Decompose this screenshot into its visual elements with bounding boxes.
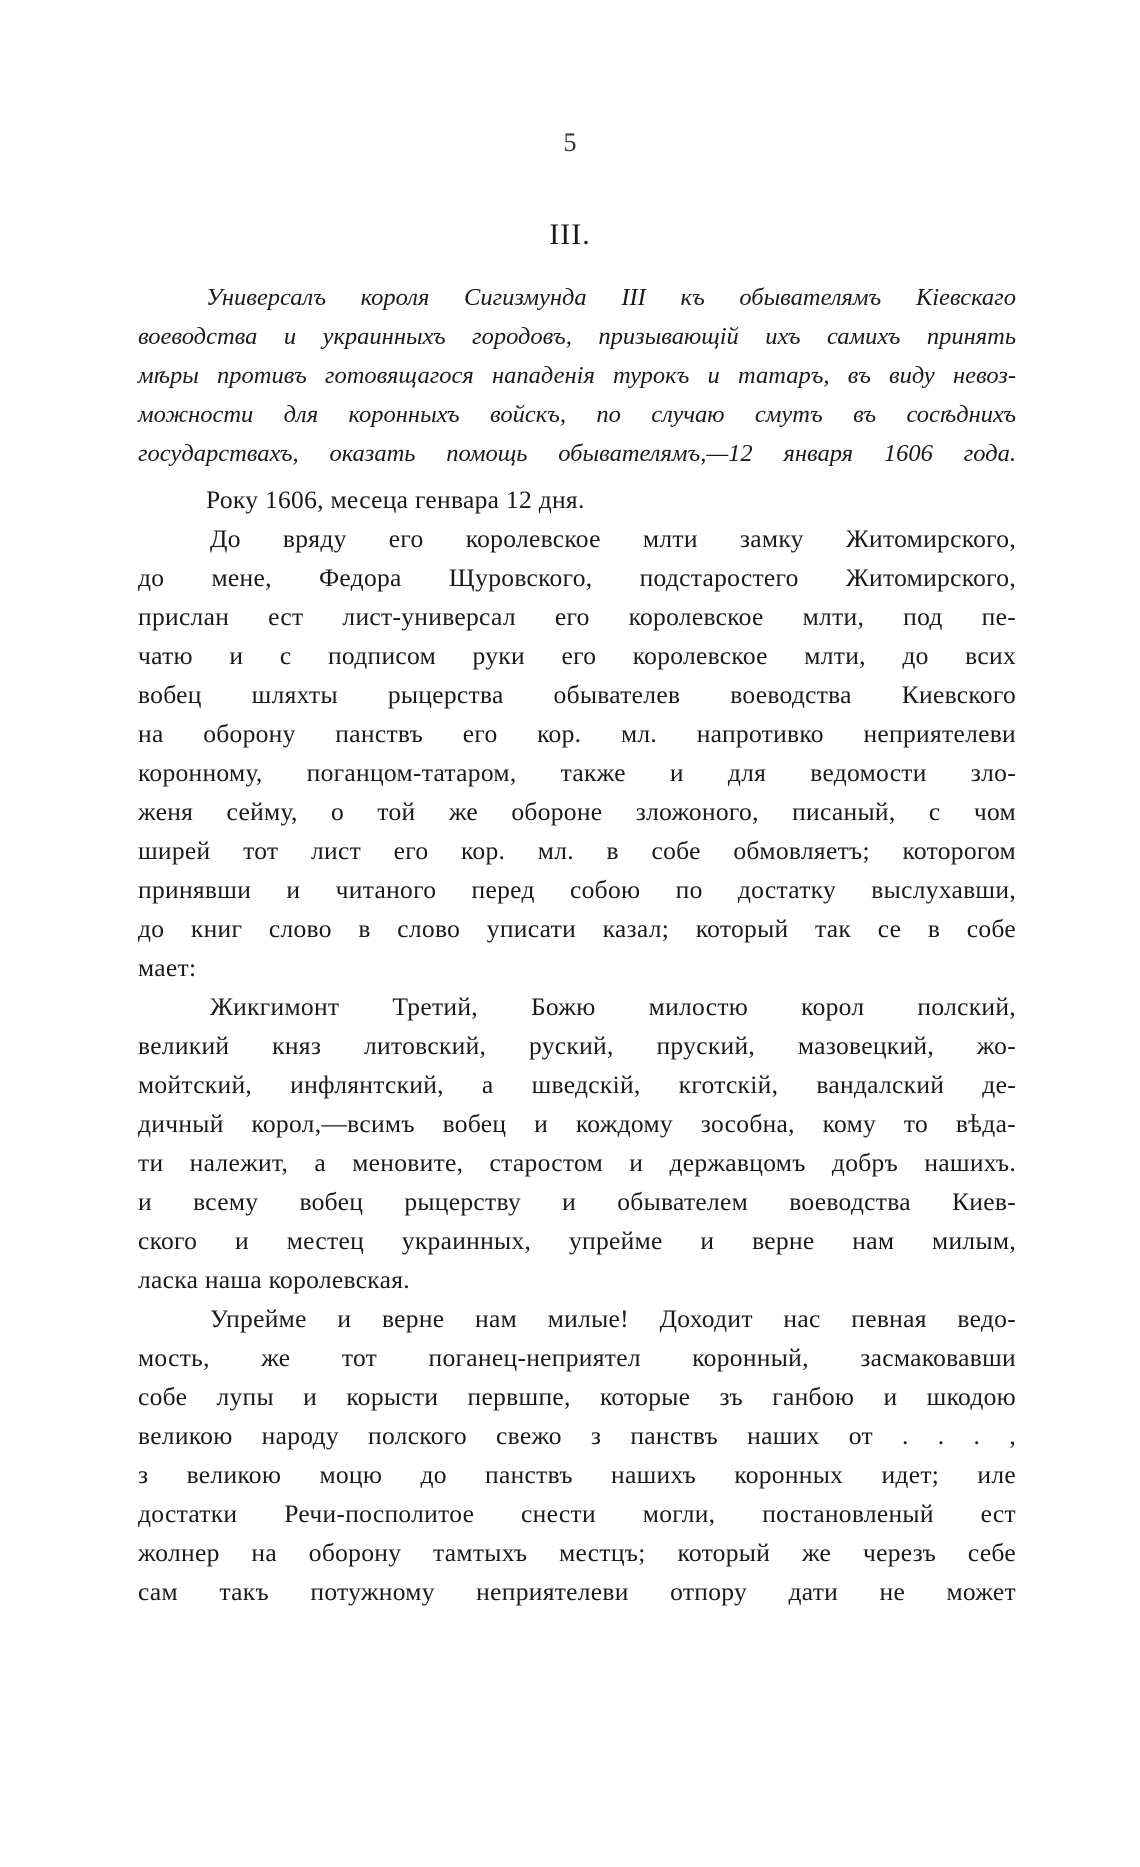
paragraph-2-line: ского и местец украинных, упрейме и верне нам милым, bbox=[138, 1226, 1016, 1255]
summary-line: воеводства и украинныхъ городовъ, призывающій ихъ самихъ принять bbox=[138, 323, 1016, 350]
paragraph-3-line: мость, же тот поганец-неприятел коронный, засмаковавши bbox=[138, 1343, 1016, 1372]
summary-line: мѣры противъ готовящагося нападенія турокъ и татаръ, въ виду невоз- bbox=[138, 362, 1016, 389]
paragraph-1-line: До вряду его королевское млти замку Житомирского, bbox=[210, 524, 1016, 553]
paragraph-1-line: принявши и читаного перед собою по достатку выслухавши, bbox=[138, 875, 1016, 904]
paragraph-1-line: чатю и с подписом руки его королевское млти, до всих bbox=[138, 641, 1016, 670]
paragraph-2-line: ти належит, а меновите, старостом и державцомъ добръ нашихъ. bbox=[138, 1148, 1016, 1177]
date-line: Року 1606, месеца генвара 12 дня. bbox=[206, 485, 585, 514]
paragraph-1-line: прислан ест лист-универсал его королевское млти, под пе- bbox=[138, 602, 1016, 631]
paragraph-3-line: достатки Речи-посполитое снести могли, постановленый ест bbox=[138, 1499, 1016, 1528]
paragraph-1-line: до книг слово в слово уписати казал; который так се в собе bbox=[138, 914, 1016, 943]
document-body bbox=[138, 480, 1016, 1611]
summary-line: государствахъ, оказать помощь обывателямъ,—12 января 1606 года. bbox=[138, 440, 1016, 467]
summary-line: Универсалъ короля Сигизмунда III къ обывателямъ Кіевскаго bbox=[206, 284, 1016, 311]
paragraph-3-line: Упрейме и верне нам милые! Доходит нас певная ведо- bbox=[210, 1304, 1016, 1333]
paragraph-1-line: до мене, Федора Щуровского, подстаростего Житомирского, bbox=[138, 563, 1016, 592]
paragraph-2-line: ласка наша королевская. bbox=[138, 1265, 410, 1294]
paragraph-3-line: собе лупы и корысти первшпе, которые зъ ганбою и шкодою bbox=[138, 1382, 1016, 1411]
paragraph-3-line: сам такъ потужному неприятелеви отпору дати не может bbox=[138, 1577, 1016, 1606]
paragraph-1-line: вобец шляхты рыцерства обывателев воеводства Киевского bbox=[138, 680, 1016, 709]
paragraph-3-line: жолнер на оборону тамтыхъ местцъ; который же черезъ себе bbox=[138, 1538, 1016, 1567]
paragraph-2-line: и всему вобец рыцерству и обывателем воеводства Киев- bbox=[138, 1187, 1016, 1216]
paragraph-2-line: Жикгимонт Третий, Божю милостю корол полский, bbox=[210, 992, 1016, 1021]
paragraph-3-line: з великою моцю до панствъ нашихъ коронных идет; иле bbox=[138, 1460, 1016, 1489]
document-summary bbox=[138, 278, 1016, 473]
paragraph-2-line: великий княз литовский, руский, пруский, мазовецкий, жо- bbox=[138, 1031, 1016, 1060]
paragraph-1-line: мает: bbox=[138, 953, 197, 982]
section-heading: III. bbox=[549, 218, 591, 251]
paragraph-2-line: мойтский, инфлянтский, а шведскій, кготскій, вандалский де- bbox=[138, 1070, 1016, 1099]
paragraph-1-line: на оборону панствъ его кор. мл. напротивко неприятелеви bbox=[138, 719, 1016, 748]
summary-line: можности для коронныхъ войскъ, по случаю смутъ въ сосѣднихъ bbox=[138, 401, 1016, 428]
paragraph-1-line: ширей тот лист его кор. мл. в собе обмовляетъ; которогом bbox=[138, 836, 1016, 865]
page-number: 5 bbox=[563, 128, 577, 157]
paragraph-3-line: великою народу полского свежо з панствъ наших от . . . , bbox=[138, 1421, 1016, 1450]
paragraph-2-line: дичный корол,—всимъ вобец и кождому зособна, кому то вѣда- bbox=[138, 1109, 1016, 1138]
paragraph-1-line: женя сейму, о той же обороне зложоного, писаный, с чом bbox=[138, 797, 1016, 826]
paragraph-1-line: коронному, поганцом-татаром, также и для ведомости зло- bbox=[138, 758, 1016, 787]
